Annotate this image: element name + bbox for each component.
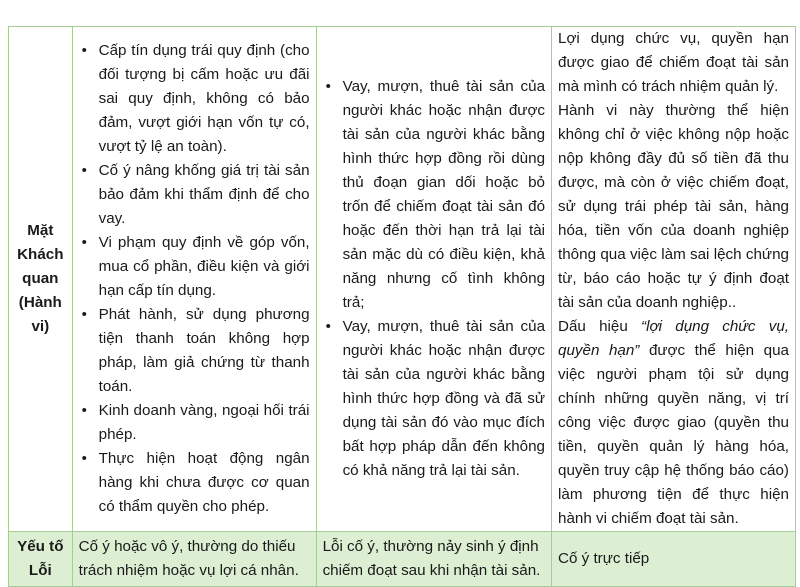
cell-objective-col3 [552,27,796,532]
list-item: • Cấp tín dụng trái quy định (cho đối tượng bị cấm hoặc ưu đãi sai quy định, không có bảo đảm, vượt giới hạn vốn tự có, vượt tỷ lệ an toàn). [99,39,310,159]
cell-objective-col2 [316,27,551,532]
list-item: • Thực hiện hoạt động ngân hàng khi chưa được cơ quan có thẩm quyền cho phép. [99,447,310,519]
row-header-fault: Yếu tố Lỗi [9,532,73,587]
list-item: • Kinh doanh vàng, ngoại hối trái phép. [99,399,310,447]
italic-quote: “lợi dụng chức vụ, quyền hạn” [558,318,790,359]
cell-objective-col1 [72,27,316,532]
list-item: • Phát hành, sử dụng phương tiện thanh toán không hợp pháp, làm giả chứng từ thanh toán. [99,303,310,399]
list-item: • Cố ý nâng khống giá trị tài sản bảo đảm khi thẩm định để cho vay. [99,159,310,231]
paragraph [558,315,789,531]
row-header-objective: Mặt Khách quan (Hành vi) [9,27,73,532]
comparison-table [8,26,796,587]
list-item: • Vay, mượn, thuê tài sản của người khác hoặc nhận được tài sản của người khác bằng hình thức hợp đồng rồi dùng thủ đoạn gian dối hoặc bỏ trốn để chiếm đoạt tài sản đó hoặc đến thời hạn trả lại tài sản mặc dù có điều kiện, khả năng nhưng cố tình không trả; [343,75,545,315]
paragraph: Hành vi này thường thể hiện không chỉ ở việc không nộp hoặc nộp không đầy đủ số tiền đã thu được, mà còn ở việc chiếm đoạt, sử dụng trái phép tài sản, hàng hóa, tiền vốn của doanh nghiệp thông qua việc làm sai lệch chứng từ, báo cáo hoặc tự ý định đoạt tài sản của doanh nghiệp.. [558,102,789,311]
list-item: • Vay, mượn, thuê tài sản của người khác hoặc nhận được tài sản của người khác bằng hình thức hợp đồng và đã sử dụng tài sản đó vào mục đích bất hợp pháp dẫn đến không có khả năng trả lại tài sản. [343,315,545,483]
cell-fault-col2: Lỗi cố ý, thường nảy sinh ý định chiếm đoạt sau khi nhận tài sản. [316,532,551,587]
table-row-fault [9,532,796,587]
bullet-list-col1 [79,39,310,519]
cell-fault-col1: Cố ý hoặc vô ý, thường do thiếu trách nhiệm hoặc vụ lợi cá nhân. [72,532,316,587]
paragraph: Lợi dụng chức vụ, quyền hạn được giao để chiếm đoạt tài sản mà mình có trách nhiệm quản lý. [558,30,789,95]
text: được thể hiện qua việc người phạm tội sử dụng chính những quyền năng, vị trí công việc được giao (quyền thu tiền, quyền quản lý hàng hóa, quyền truy cập hệ thống báo cáo) làm phương tiện để thực hiện hành vi chiếm đoạt tài sản. [558,342,789,527]
list-item: • Vi phạm quy định về góp vốn, mua cổ phần, điều kiện và giới hạn cấp tín dụng. [99,231,310,303]
cell-fault-col3: Cố ý trực tiếp [552,532,796,587]
table-row-objective [9,27,796,532]
bullet-list-col2 [323,75,545,483]
text: Dấu hiệu [558,318,642,335]
